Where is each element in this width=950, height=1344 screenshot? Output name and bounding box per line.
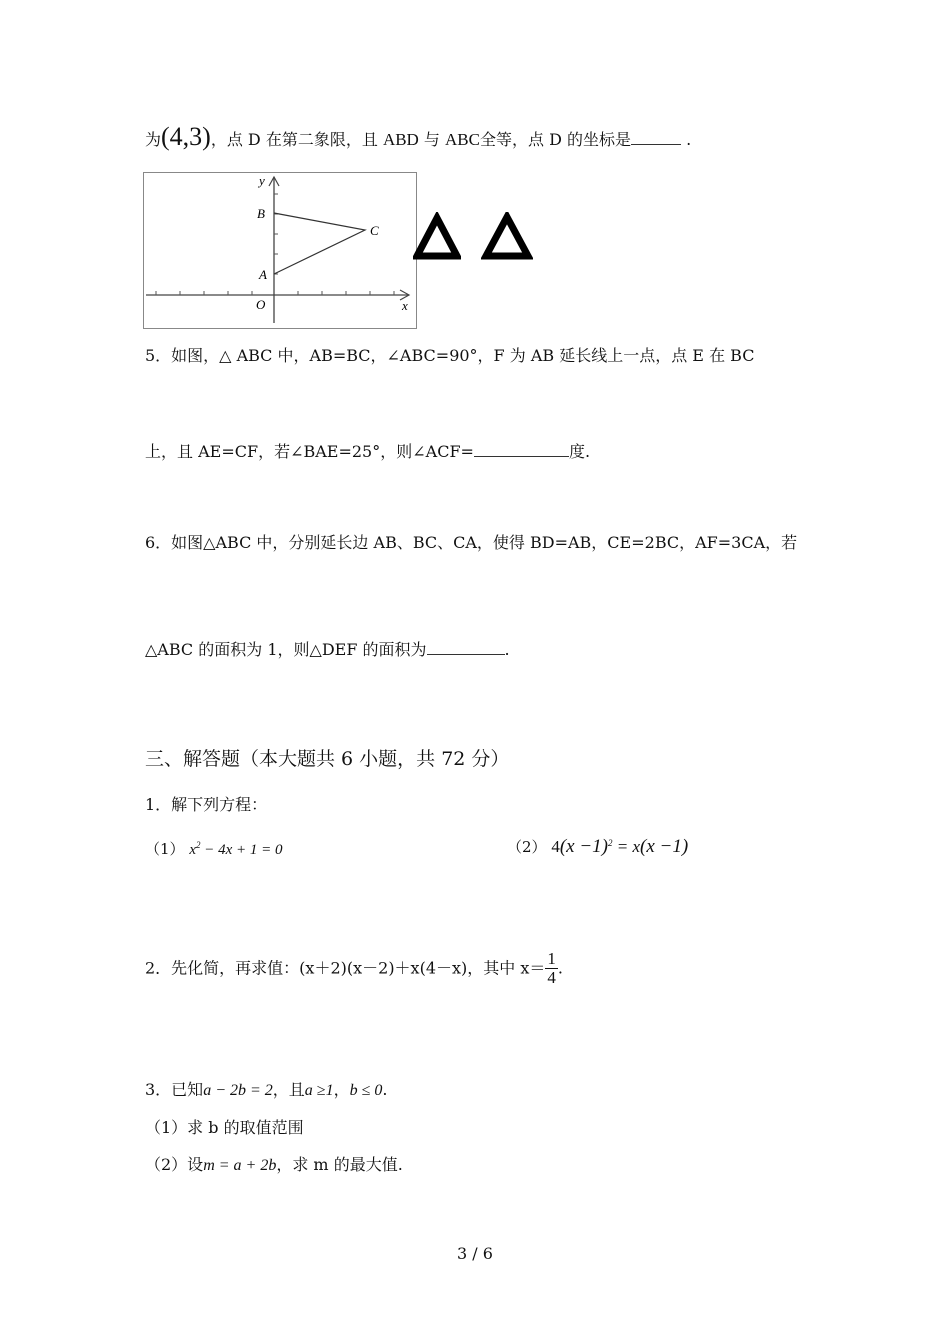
- s1-part2-eq-coef: 4: [551, 837, 560, 856]
- s2-frac-num: 1: [547, 949, 556, 968]
- triangle-symbol-icon: [413, 212, 461, 260]
- q5-line2: [145, 442, 590, 460]
- q4-point: (4,3): [161, 122, 211, 151]
- s3-l1-b: ，且: [272, 1080, 305, 1099]
- point-c-label: C: [370, 223, 379, 238]
- s3-l1-c: a ≥1: [304, 1082, 334, 1099]
- s2-line: [145, 950, 563, 987]
- s2-text: 2．先化简，再求值：(x＋2)(x－2)＋x(4－x)，其中 x＝: [145, 958, 546, 978]
- s3-p2-a: （2）设: [145, 1155, 204, 1174]
- s1-part1-eq-exp: 2: [196, 840, 201, 850]
- q6-line2-text: △ABC 的面积为 1，则△DEF 的面积为: [145, 640, 427, 659]
- s3-p2-eq: m = a + 2b: [203, 1157, 277, 1174]
- point-a-label: A: [259, 267, 267, 282]
- s2-end: .: [557, 958, 563, 978]
- s1-part2: [507, 837, 688, 856]
- s3-l1-d: ，: [333, 1080, 350, 1099]
- s1-part1-eq-x: x: [189, 842, 196, 858]
- s1-part1-label: （1）: [145, 840, 185, 858]
- q4-end: .: [681, 130, 692, 149]
- s3-l1-f: .: [382, 1080, 388, 1099]
- page-number: 3 / 6: [457, 1244, 493, 1263]
- triangle-abc: [274, 213, 365, 274]
- y-label: y: [259, 173, 265, 188]
- triangle-symbol-icon: [481, 212, 533, 260]
- q5-line2-end: 度.: [568, 442, 591, 461]
- origin-label: O: [256, 297, 266, 312]
- s3-part2: [145, 1157, 403, 1174]
- s3-p2-b: ，求 m 的最大值.: [276, 1155, 403, 1174]
- s3-l1-e: b ≤ 0: [349, 1082, 383, 1099]
- q4-with: 与: [418, 130, 446, 149]
- q4-answer-blank[interactable]: [631, 130, 681, 145]
- s2-fraction: [545, 950, 558, 987]
- q4-answer-line: [145, 124, 691, 150]
- q4-prefix: 为: [145, 130, 162, 149]
- section-3-title: 三、解答题（本大题共 6 小题，共 72 分）: [145, 748, 510, 770]
- q6-line2: [145, 640, 510, 658]
- s3-l1-a: 3．已知: [145, 1080, 204, 1099]
- s1-part2-label: （2）: [507, 838, 547, 856]
- coordinate-figure: [143, 172, 417, 329]
- s1-part2-eq-rhs: (x −1): [640, 836, 689, 857]
- q5-line1: 5．如图，△ ABC 中，AB=BC，∠ABC=90°，F 为 AB 延长线上一点，点 E 在 BC: [145, 346, 755, 365]
- q4-text2: 全等，点 D 的坐标是: [480, 130, 632, 149]
- s3-l1-eq: a − 2b = 2: [203, 1082, 273, 1099]
- q4-text1: ，点 D 在第二象限，且: [210, 130, 383, 149]
- point-b-label: B: [257, 206, 265, 221]
- s3-line1: [145, 1082, 387, 1099]
- s1-part1: [145, 841, 283, 858]
- q6-answer-blank[interactable]: [427, 640, 505, 655]
- q5-line2-text: 上，且 AE=CF，若∠BAE=25°，则∠ACF=: [145, 442, 474, 461]
- q6-line2-end: .: [504, 640, 510, 659]
- s3-part1: （1）求 b 的取值范围: [145, 1118, 304, 1137]
- s1-part2-eq-exp: 2: [608, 838, 613, 848]
- q6-line1: 6．如图△ABC 中，分别延长边 AB、BC、CA，使得 BD=AB，CE=2BC，AF=3CA，若: [145, 533, 798, 552]
- q4-abc: ABC: [445, 130, 480, 149]
- s1-part2-eq-eq: = x: [612, 837, 641, 856]
- x-label: x: [402, 298, 408, 313]
- s1-title: 1．解下列方程：: [145, 795, 268, 814]
- s2-frac-den: 4: [547, 967, 556, 987]
- s1-part2-eq-lhs: (x −1): [559, 836, 608, 857]
- figure-svg: [144, 173, 416, 328]
- q5-answer-blank[interactable]: [474, 442, 569, 457]
- q4-abd: ABD: [382, 130, 419, 149]
- s1-part1-eq-rest: − 4x + 1 = 0: [200, 842, 283, 858]
